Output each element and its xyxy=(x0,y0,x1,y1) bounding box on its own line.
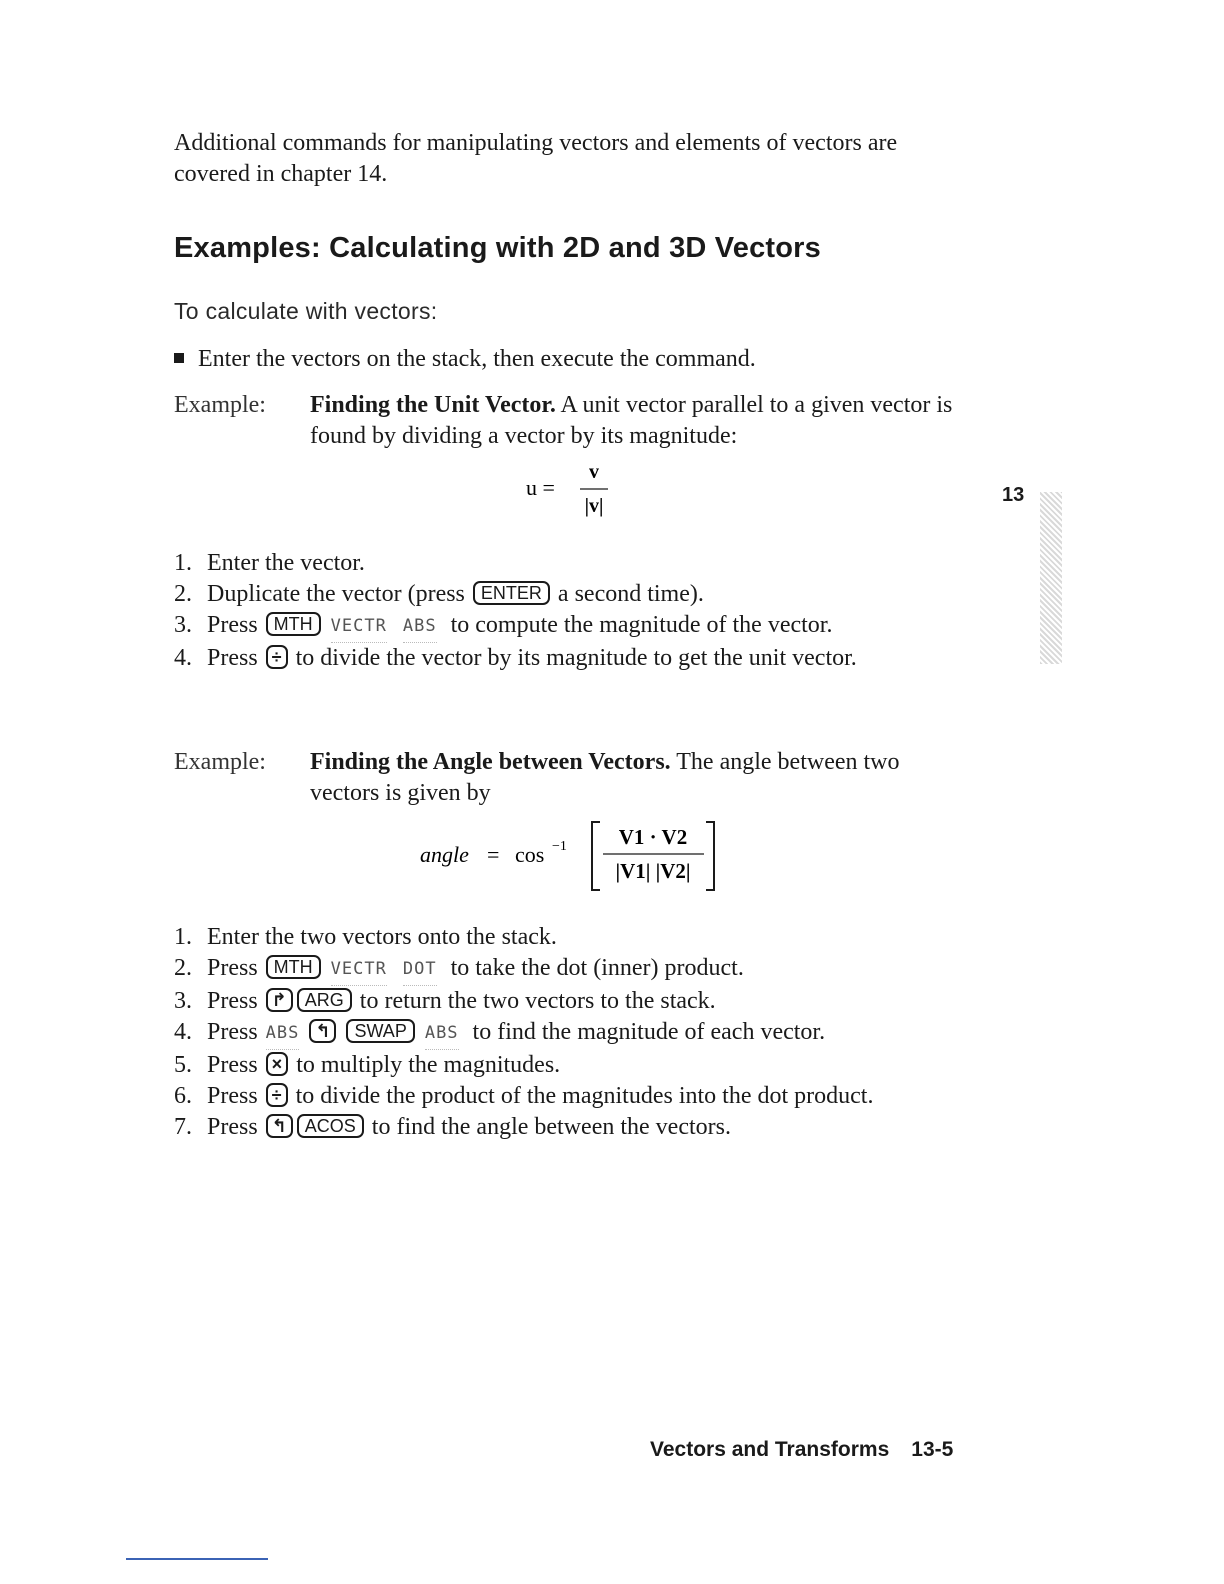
list-item: 1. Enter the vector. xyxy=(174,550,365,576)
page-footer xyxy=(650,1438,953,1462)
abs-menu-key[interactable]: ABS xyxy=(425,1018,459,1050)
bullet-square-icon xyxy=(174,353,184,363)
example2-title: Finding the Angle between Vectors. xyxy=(310,749,671,775)
subheading: To calculate with vectors: xyxy=(174,298,438,324)
bottom-rule xyxy=(126,1558,268,1560)
list-item: 4. Press ÷ to divide the vector by its magnitude to get the unit vector. xyxy=(174,645,857,671)
abs-menu-key[interactable]: ABS xyxy=(266,1018,300,1050)
left-shift-key-icon[interactable]: ↰ xyxy=(309,1019,336,1043)
list-item: 3. Press ↱ ARG to return the two vectors to the stack. xyxy=(174,988,716,1014)
section-heading: Examples: Calculating with 2D and 3D Vectors xyxy=(174,232,821,264)
list-item: 5. Press × to multiply the magnitudes. xyxy=(174,1052,561,1078)
list-item: 6. Press ÷ to divide the product of the magnitudes into the dot product. xyxy=(174,1083,874,1109)
formula2-cos: cos xyxy=(515,842,545,867)
mth-key[interactable]: MTH xyxy=(266,612,321,636)
mth-key[interactable]: MTH xyxy=(266,955,321,979)
enter-key[interactable]: ENTER xyxy=(473,581,550,605)
formula2-equals: = xyxy=(487,842,500,867)
arg-key[interactable]: ARG xyxy=(297,988,352,1012)
vectr-menu-key[interactable]: VECTR xyxy=(331,611,387,643)
formula2-denominator: |V1| |V2| xyxy=(615,859,691,883)
left-bracket xyxy=(592,822,600,890)
chapter-tab-marker xyxy=(1040,492,1062,664)
formula2-exponent: −1 xyxy=(552,839,567,854)
divide-key[interactable]: ÷ xyxy=(266,1083,288,1107)
right-bracket xyxy=(706,822,714,890)
swap-key[interactable]: SWAP xyxy=(346,1019,414,1043)
list-item: 2. Duplicate the vector (press ENTER a second time). xyxy=(174,581,704,607)
example2-steps xyxy=(174,922,927,1143)
left-shift-key-icon[interactable]: ↰ xyxy=(266,1114,293,1138)
formula2-lhs: angle xyxy=(420,842,469,867)
chapter-tab-number: 13 xyxy=(1002,484,1025,506)
right-shift-key-icon[interactable]: ↱ xyxy=(266,988,293,1012)
example1-steps xyxy=(174,548,927,674)
example1-label: Example: xyxy=(174,392,266,418)
example2-text: The angle between two vectors is given by xyxy=(310,749,900,806)
bullet-item: Enter the vectors on the stack, then execute the command. xyxy=(174,344,756,375)
vectr-menu-key[interactable]: VECTR xyxy=(331,954,387,986)
unit-vector-formula xyxy=(526,460,616,520)
abs-menu-key[interactable]: ABS xyxy=(403,611,437,643)
divide-key[interactable]: ÷ xyxy=(266,645,288,669)
example2-label: Example: xyxy=(174,749,266,775)
list-item: 1. Enter the two vectors onto the stack. xyxy=(174,924,557,950)
formula1-lhs: u = xyxy=(526,475,555,500)
example2-body xyxy=(310,747,970,809)
intro-paragraph: Additional commands for manipulating vectors and elements of vectors are covered in chapter 14. xyxy=(174,130,898,187)
formula1-denominator: |v| xyxy=(584,495,604,517)
example1-title: Finding the Unit Vector. xyxy=(310,392,556,418)
formula1-numerator: v xyxy=(589,461,599,483)
dot-menu-key[interactable]: DOT xyxy=(403,954,437,986)
list-item: 3. Press MTH VECTR ABS to compute the magnitude of the vector. xyxy=(174,610,927,643)
footer-title: Vectors and Transforms xyxy=(650,1438,890,1461)
angle-formula xyxy=(420,816,730,896)
list-item: 4. Press ABS ↰ SWAP ABS to find the magnitude of each vector. xyxy=(174,1017,927,1050)
acos-key[interactable]: ACOS xyxy=(297,1114,364,1138)
footer-page-number: 13-5 xyxy=(911,1438,954,1461)
list-item: 2. Press MTH VECTR DOT to take the dot (inner) product. xyxy=(174,953,927,986)
formula2-numerator: V1 · V2 xyxy=(618,825,688,849)
example1-body xyxy=(310,390,970,452)
example1-text: A unit vector parallel to a given vector is found by dividing a vector by its magnitude: xyxy=(310,392,953,449)
multiply-key[interactable]: × xyxy=(266,1052,289,1076)
list-item: 7. Press ↰ ACOS to find the angle between the vectors. xyxy=(174,1114,731,1140)
